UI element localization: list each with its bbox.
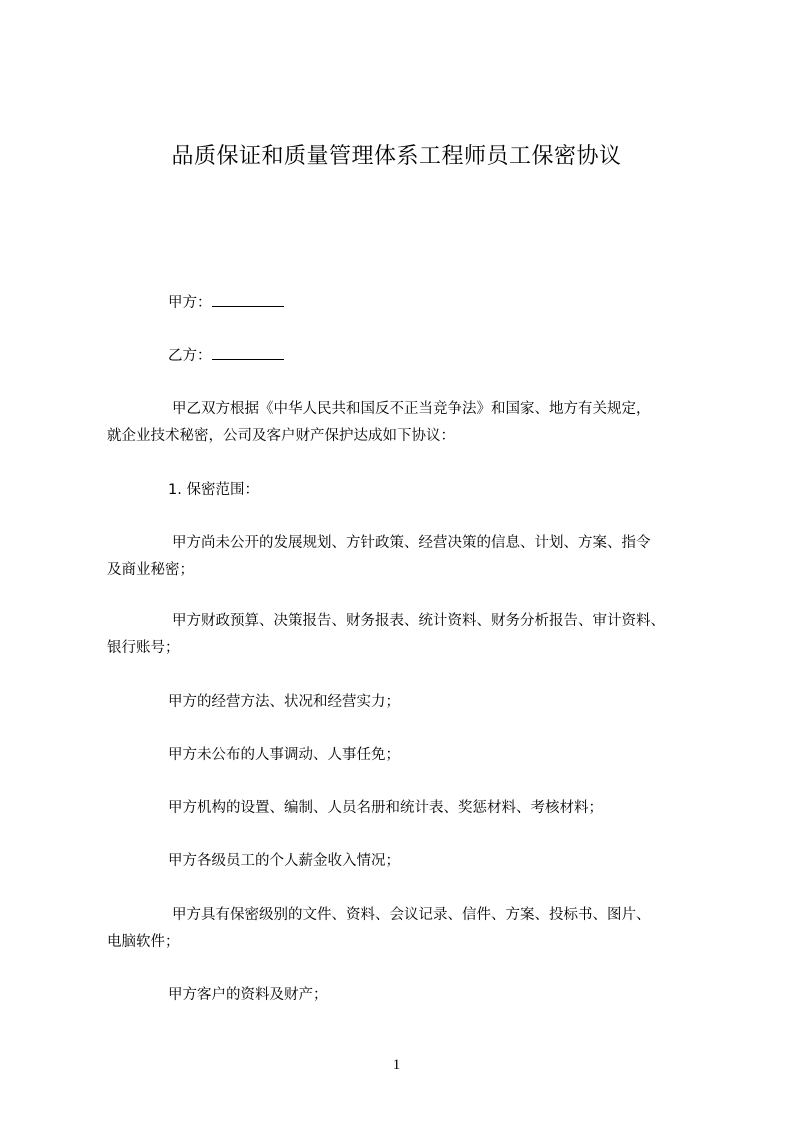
- document-title: 品质保证和质量管理体系工程师员工保密协议: [171, 144, 622, 169]
- scope-item-7-line-1: 甲方具有保密级别的文件、资料、会议记录、信件、方案、投标书、图片、: [172, 907, 651, 923]
- scope-item-2-line-2: 银行账号；: [107, 640, 180, 656]
- scope-item-8: 甲方客户的资料及财产；: [168, 987, 328, 1003]
- page-number: 1: [392, 1057, 401, 1073]
- party-a-label: 甲方：: [168, 295, 212, 311]
- party-a-line: [168, 292, 284, 313]
- section-1-heading: 1. 保密范围：: [168, 482, 259, 498]
- scope-item-1-line-2: 及商业秘密；: [107, 562, 194, 578]
- scope-item-2-line-1: 甲方财政预算、决策报告、财务报表、统计资料、财务分析报告、审计资料、: [172, 613, 665, 629]
- party-b-line: [168, 345, 284, 366]
- scope-item-5: 甲方机构的设置、编制、人员名册和统计表、奖惩材料、考核材料；: [168, 800, 603, 816]
- intro-line-2: 就企业技术秘密，公司及客户财产保护达成如下协议：: [107, 428, 455, 444]
- scope-item-6: 甲方各级员工的个人薪金收入情况；: [168, 853, 400, 869]
- party-a-blank: [212, 292, 284, 307]
- scope-item-3: 甲方的经营方法、状况和经营实力；: [168, 694, 400, 710]
- party-b-blank: [212, 345, 284, 360]
- party-b-label: 乙方：: [168, 348, 212, 364]
- intro-line-1: 甲乙双方根据《中华人民共和国反不正当竞争法》和国家、地方有关规定，: [172, 401, 651, 417]
- scope-item-4: 甲方未公布的人事调动、人事任免；: [168, 747, 400, 763]
- scope-item-1-line-1: 甲方尚未公开的发展规划、方针政策、经营决策的信息、计划、方案、指令: [172, 535, 651, 551]
- scope-item-7-line-2: 电脑软件；: [107, 934, 180, 950]
